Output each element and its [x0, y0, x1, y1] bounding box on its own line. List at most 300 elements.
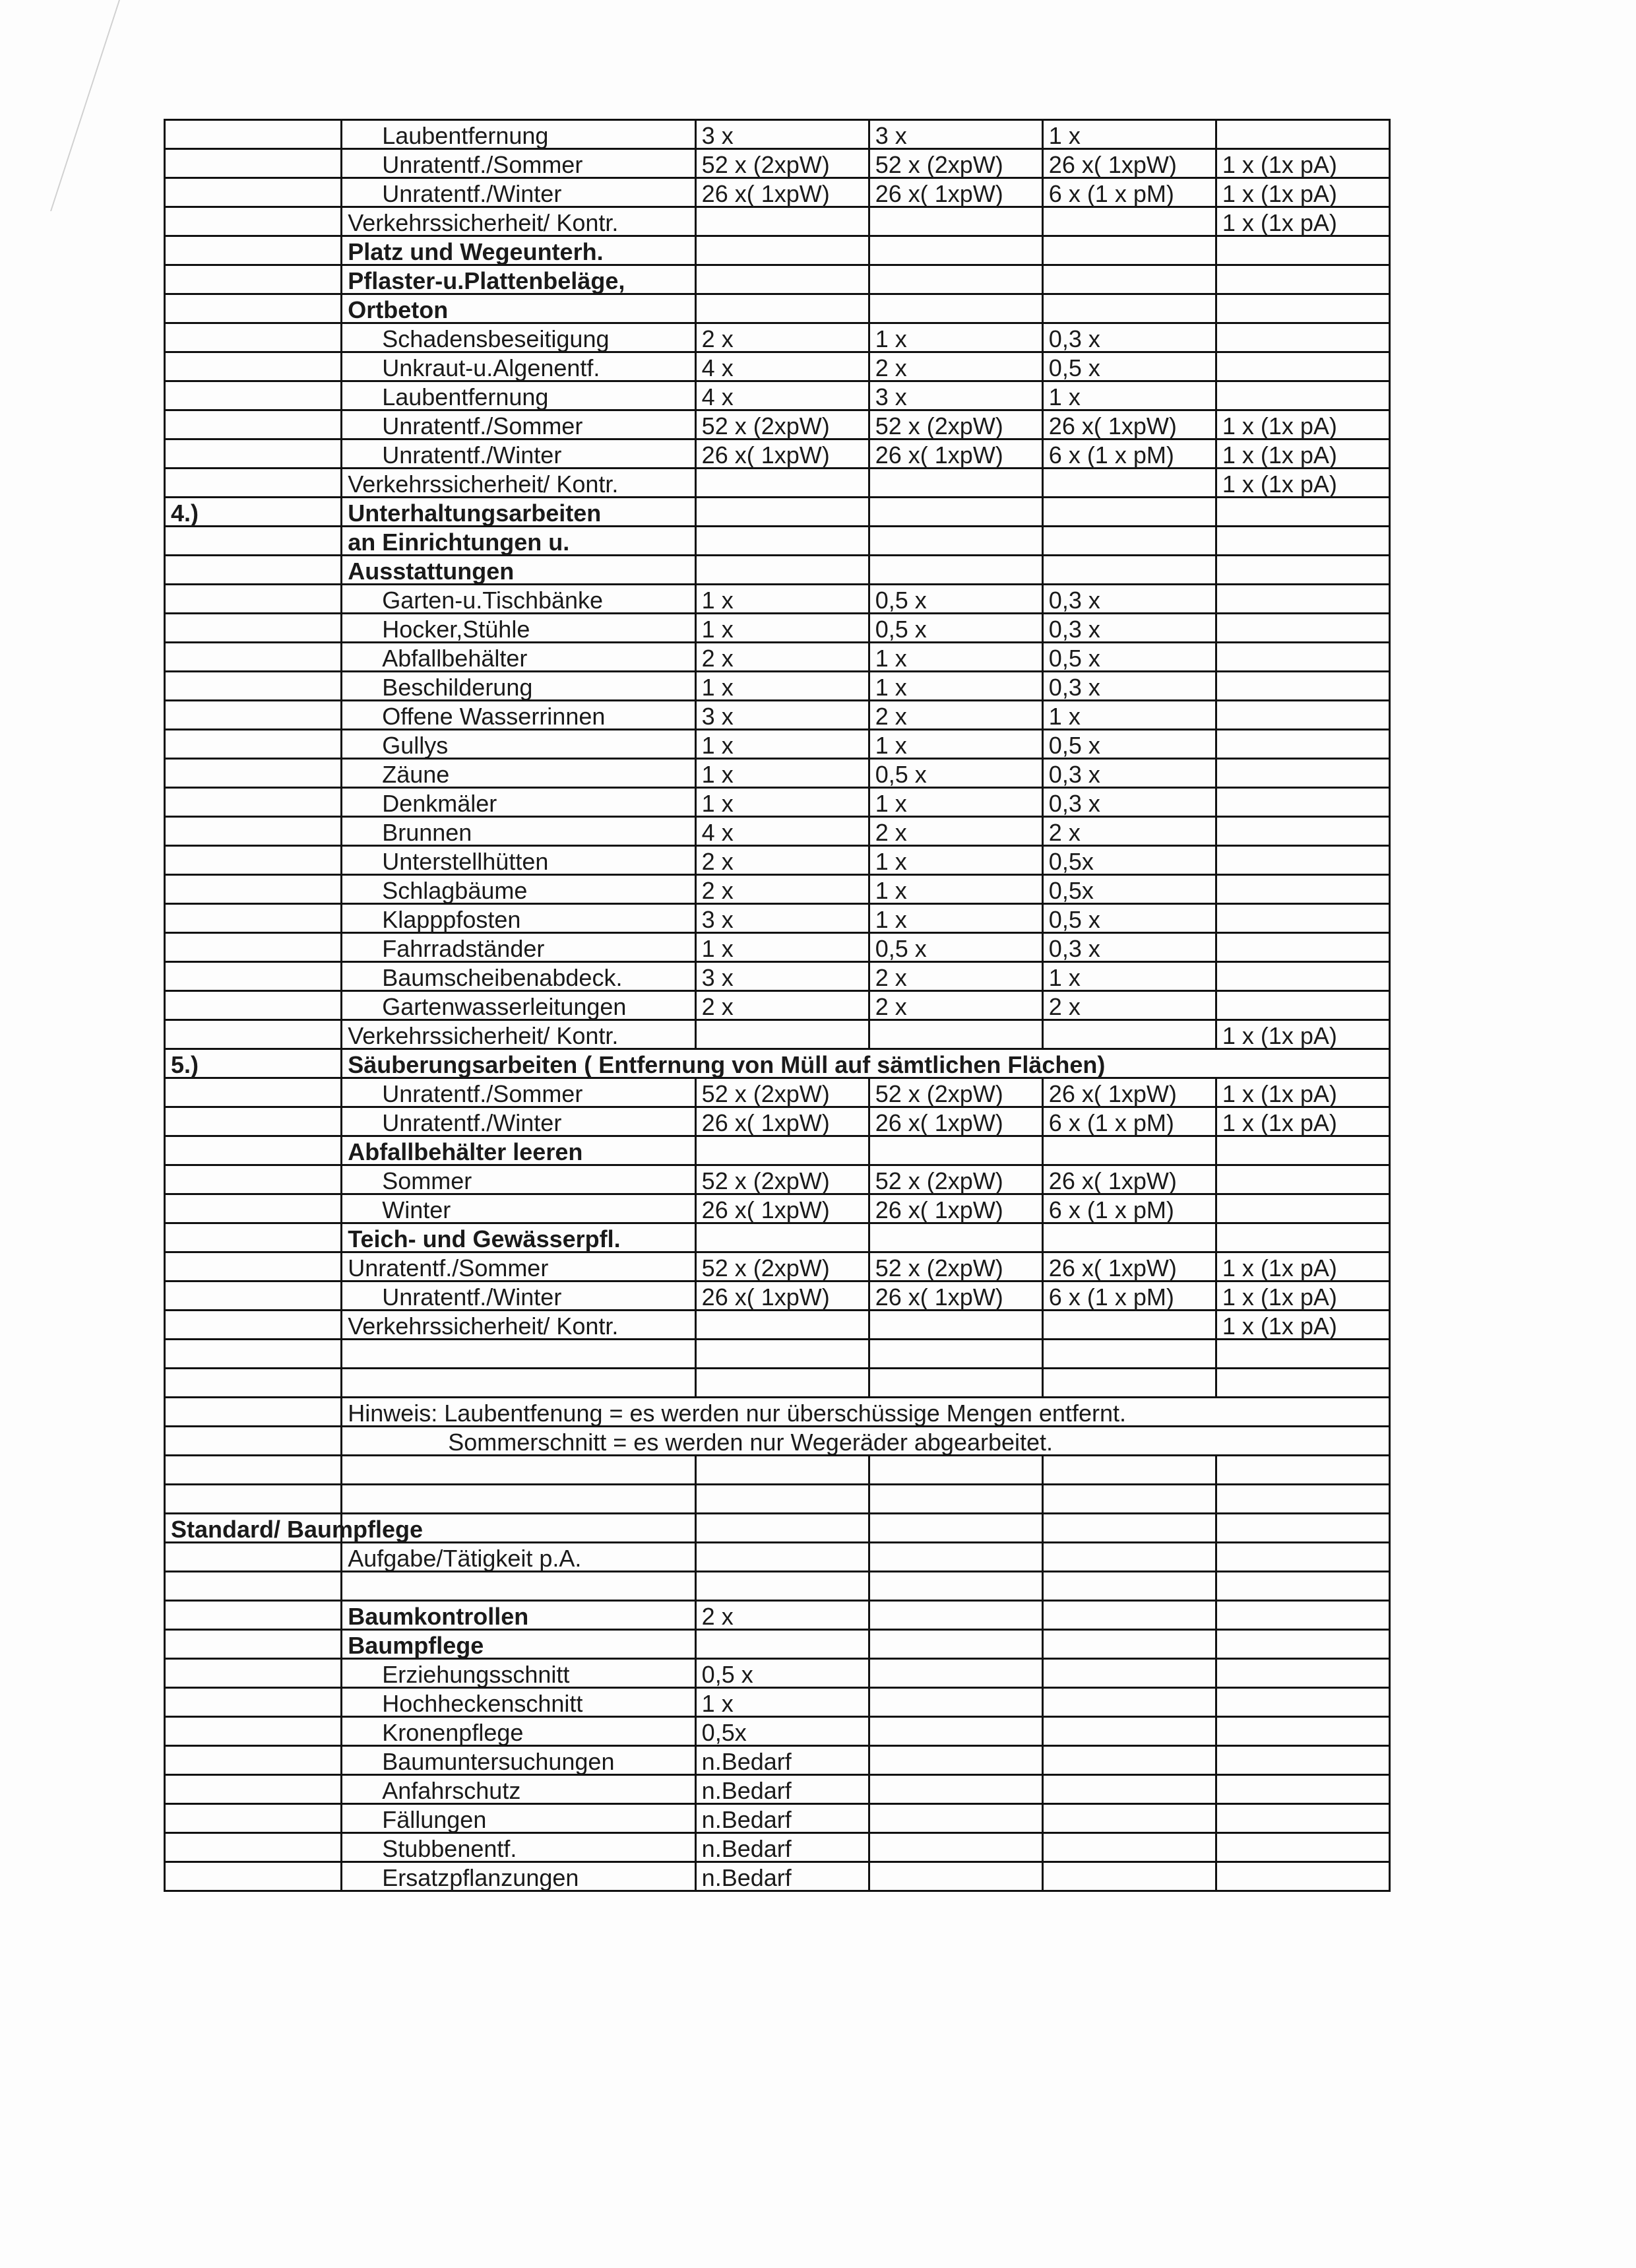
frequency-cell: 1 x (1x pA) [1216, 1281, 1389, 1311]
table-row [165, 1281, 1390, 1311]
frequency-cell: 1 x [695, 585, 869, 614]
frequency-cell: 52 x (2xpW) [869, 410, 1042, 439]
table-row [165, 701, 1390, 730]
frequency-cell: 1 x [869, 643, 1042, 672]
task-label-cell: Winter [342, 1194, 695, 1223]
frequency-cell: 26 x( 1xpW) [869, 1194, 1042, 1223]
frequency-cell: 3 x [869, 381, 1042, 410]
frequency-cell [1216, 1223, 1389, 1252]
task-label-cell: Unratentf./Sommer [342, 149, 695, 178]
frequency-cell: 26 x( 1xpW) [695, 1107, 869, 1136]
frequency-cell [869, 1020, 1042, 1049]
task-label-cell [342, 1369, 695, 1398]
task-label-cell: Unratentf./Sommer [342, 1078, 695, 1107]
row-number-cell [165, 1833, 342, 1862]
table-row [165, 207, 1390, 236]
frequency-cell [1216, 1862, 1389, 1891]
table-row [165, 323, 1390, 352]
row-number-cell [165, 149, 342, 178]
task-label-cell: an Einrichtungen u. [342, 527, 695, 556]
row-number-cell [165, 1659, 342, 1688]
frequency-cell: n.Bedarf [695, 1862, 869, 1891]
task-label-cell: Fahrradständer [342, 933, 695, 962]
task-label-cell: Baumscheibenabdeck. [342, 962, 695, 991]
frequency-cell: 0,5x [1042, 846, 1216, 875]
row-number-cell [165, 178, 342, 207]
table-row [165, 556, 1390, 585]
task-label-cell: Unratentf./Sommer [342, 410, 695, 439]
task-label-cell: Klapppfosten [342, 904, 695, 933]
frequency-cell [695, 236, 869, 265]
task-label-cell: Verkehrssicherheit/ Kontr. [342, 469, 695, 498]
frequency-cell [695, 1340, 869, 1369]
frequency-cell: 1 x (1x pA) [1216, 1020, 1389, 1049]
row-number-cell [165, 1804, 342, 1833]
frequency-cell [869, 294, 1042, 323]
table-row [165, 846, 1390, 875]
table-row [165, 759, 1390, 788]
table-row [165, 381, 1390, 410]
frequency-cell [1216, 1688, 1389, 1717]
row-number-cell [165, 265, 342, 294]
task-label-cell: Schlagbäume [342, 875, 695, 904]
frequency-cell [1042, 294, 1216, 323]
task-label-cell: Garten-u.Tischbänke [342, 585, 695, 614]
frequency-cell [1216, 120, 1389, 149]
table-row [165, 1369, 1390, 1398]
frequency-cell [1216, 323, 1389, 352]
row-number-cell [165, 672, 342, 701]
frequency-cell [1216, 933, 1389, 962]
frequency-cell: 1 x [695, 1688, 869, 1717]
table-row [165, 1717, 1390, 1746]
frequency-cell [1216, 1194, 1389, 1223]
task-label-cell: Baumpflege [342, 1630, 695, 1659]
frequency-cell: 6 x (1 x pM) [1042, 1107, 1216, 1136]
row-number-cell [165, 904, 342, 933]
task-label-cell [342, 1456, 695, 1485]
row-number-cell [165, 730, 342, 759]
frequency-cell [1216, 1136, 1389, 1165]
row-number-cell [165, 381, 342, 410]
frequency-cell: 1 x [869, 323, 1042, 352]
frequency-cell [1042, 1862, 1216, 1891]
task-label-cell: Verkehrssicherheit/ Kontr. [342, 207, 695, 236]
task-label-cell: Denkmäler [342, 788, 695, 817]
frequency-cell [1216, 1833, 1389, 1862]
frequency-cell [1042, 1717, 1216, 1746]
table-row [165, 1601, 1390, 1630]
frequency-cell [1042, 207, 1216, 236]
frequency-cell: 0,3 x [1042, 788, 1216, 817]
frequency-cell: 2 x [695, 991, 869, 1020]
frequency-cell [1216, 614, 1389, 643]
frequency-cell: 0,3 x [1042, 672, 1216, 701]
frequency-cell: 0,5 x [1042, 352, 1216, 381]
frequency-cell [1216, 1514, 1389, 1543]
frequency-cell [1042, 1601, 1216, 1630]
frequency-cell [1042, 469, 1216, 498]
frequency-cell: n.Bedarf [695, 1775, 869, 1804]
table-row [165, 178, 1390, 207]
row-number-cell [165, 991, 342, 1020]
table-row [165, 265, 1390, 294]
table-row [165, 1572, 1390, 1601]
frequency-cell [1216, 1630, 1389, 1659]
frequency-cell [1042, 1311, 1216, 1340]
frequency-cell [869, 498, 1042, 527]
frequency-cell: 1 x [1042, 381, 1216, 410]
row-number-cell [165, 352, 342, 381]
frequency-cell: 1 x [869, 788, 1042, 817]
frequency-cell [1042, 265, 1216, 294]
table-row [165, 585, 1390, 614]
frequency-cell [695, 1020, 869, 1049]
frequency-cell [1216, 585, 1389, 614]
task-label-cell: Ersatzpflanzungen [342, 1862, 695, 1891]
frequency-cell: 0,3 x [1042, 759, 1216, 788]
table-row [165, 672, 1390, 701]
frequency-cell [695, 1456, 869, 1485]
frequency-cell [1042, 1020, 1216, 1049]
frequency-cell [1216, 1340, 1389, 1369]
row-number-cell [165, 294, 342, 323]
table-row [165, 1775, 1390, 1804]
frequency-cell [1216, 1659, 1389, 1688]
task-label-cell: Schadensbeseitigung [342, 323, 695, 352]
row-number-cell [165, 1107, 342, 1136]
task-label-cell: Verkehrssicherheit/ Kontr. [342, 1311, 695, 1340]
frequency-cell [1216, 1717, 1389, 1746]
frequency-cell [1216, 498, 1389, 527]
frequency-cell: 2 x [869, 352, 1042, 381]
frequency-cell: 26 x( 1xpW) [695, 439, 869, 469]
frequency-cell [1216, 381, 1389, 410]
frequency-cell [1216, 904, 1389, 933]
frequency-cell [869, 1630, 1042, 1659]
frequency-cell: 2 x [695, 323, 869, 352]
frequency-cell [1216, 352, 1389, 381]
frequency-cell [869, 1136, 1042, 1165]
frequency-cell: 52 x (2xpW) [869, 1078, 1042, 1107]
table-row [165, 1107, 1390, 1136]
task-label-cell: Unterstellhütten [342, 846, 695, 875]
row-number-cell [165, 759, 342, 788]
row-number-cell [165, 556, 342, 585]
row-number-cell [165, 1485, 342, 1514]
row-number-cell [165, 817, 342, 846]
frequency-cell [1042, 1833, 1216, 1862]
frequency-cell [869, 1340, 1042, 1369]
row-number-cell [165, 1630, 342, 1659]
frequency-cell: 1 x [869, 672, 1042, 701]
frequency-cell [869, 1775, 1042, 1804]
table-row [165, 236, 1390, 265]
table-row [165, 1165, 1390, 1194]
table-row [165, 1078, 1390, 1107]
frequency-cell: 2 x [695, 643, 869, 672]
frequency-cell: 4 x [695, 352, 869, 381]
frequency-cell: 4 x [695, 381, 869, 410]
row-number-cell [165, 1456, 342, 1485]
row-number-cell [165, 1078, 342, 1107]
table-row [165, 120, 1390, 149]
document-sheet [164, 119, 1391, 1892]
task-label-cell: Brunnen [342, 817, 695, 846]
frequency-cell [1216, 1165, 1389, 1194]
frequency-cell: 52 x (2xpW) [695, 1165, 869, 1194]
frequency-cell: 4 x [695, 817, 869, 846]
frequency-cell [869, 1514, 1042, 1543]
frequency-cell: 52 x (2xpW) [869, 1252, 1042, 1281]
frequency-cell: 26 x( 1xpW) [1042, 1078, 1216, 1107]
task-label-cell: Ortbeton [342, 294, 695, 323]
task-label-cell: Verkehrssicherheit/ Kontr. [342, 1020, 695, 1049]
frequency-cell [1216, 846, 1389, 875]
task-label-cell: Unratentf./Winter [342, 178, 695, 207]
table-row [165, 1630, 1390, 1659]
row-number-cell [165, 1862, 342, 1891]
row-number-cell [165, 1398, 342, 1427]
frequency-cell [1042, 527, 1216, 556]
frequency-cell [695, 1369, 869, 1398]
frequency-cell [1216, 962, 1389, 991]
row-number-cell [165, 1601, 342, 1630]
task-label-cell: Pflaster-u.Plattenbeläge, [342, 265, 695, 294]
frequency-cell: 1 x [695, 730, 869, 759]
frequency-cell [695, 1630, 869, 1659]
frequency-cell [1042, 1630, 1216, 1659]
row-number-cell [165, 962, 342, 991]
row-number-cell [165, 1165, 342, 1194]
row-number-cell [165, 207, 342, 236]
frequency-cell [869, 1659, 1042, 1688]
table-row [165, 1456, 1390, 1485]
frequency-cell [1216, 643, 1389, 672]
frequency-cell [1216, 1572, 1389, 1601]
frequency-cell: 1 x (1x pA) [1216, 1252, 1389, 1281]
table-row [165, 991, 1390, 1020]
frequency-cell: 0,5 x [1042, 643, 1216, 672]
row-number-cell [165, 1311, 342, 1340]
frequency-cell [1042, 1340, 1216, 1369]
frequency-cell [695, 1543, 869, 1572]
frequency-cell: 26 x( 1xpW) [869, 178, 1042, 207]
task-label-cell: Unterhaltungsarbeiten [342, 498, 695, 527]
table-row [165, 149, 1390, 178]
frequency-cell [1042, 1746, 1216, 1775]
table-row [165, 1049, 1390, 1078]
frequency-cell: 2 x [695, 1601, 869, 1630]
row-number-cell [165, 1340, 342, 1369]
task-label-cell: Unkraut-u.Algenentf. [342, 352, 695, 381]
frequency-cell: 0,3 x [1042, 585, 1216, 614]
table-row [165, 1311, 1390, 1340]
frequency-cell [869, 1804, 1042, 1833]
frequency-cell: 3 x [695, 904, 869, 933]
frequency-cell: 26 x( 1xpW) [1042, 410, 1216, 439]
frequency-cell: 1 x (1x pA) [1216, 1107, 1389, 1136]
task-label-cell: Ausstattungen [342, 556, 695, 585]
table-row [165, 1659, 1390, 1688]
frequency-cell [695, 207, 869, 236]
row-number-cell [165, 1252, 342, 1281]
table-row [165, 1833, 1390, 1862]
frequency-cell: 3 x [869, 120, 1042, 149]
table-row [165, 1398, 1390, 1427]
frequency-cell [1216, 294, 1389, 323]
task-label-cell [342, 1485, 695, 1514]
frequency-cell [695, 294, 869, 323]
table-row [165, 817, 1390, 846]
task-label-cell: Baumuntersuchungen [342, 1746, 695, 1775]
frequency-cell: 0,3 x [1042, 614, 1216, 643]
frequency-cell: 2 x [695, 875, 869, 904]
task-label-cell: Platz und Wegeunterh. [342, 236, 695, 265]
frequency-cell [695, 1311, 869, 1340]
row-number-cell [165, 875, 342, 904]
frequency-cell [1042, 1775, 1216, 1804]
frequency-cell [869, 265, 1042, 294]
frequency-cell: 1 x [1042, 120, 1216, 149]
row-number-cell [165, 120, 342, 149]
frequency-cell [869, 1543, 1042, 1572]
table-row [165, 1804, 1390, 1833]
frequency-cell [869, 1833, 1042, 1862]
frequency-cell [1216, 1775, 1389, 1804]
frequency-cell [695, 1485, 869, 1514]
row-number-cell [165, 1223, 342, 1252]
table-row [165, 1020, 1390, 1049]
frequency-cell [1216, 556, 1389, 585]
frequency-cell [695, 265, 869, 294]
task-label-cell: Anfahrschutz [342, 1775, 695, 1804]
frequency-cell [869, 469, 1042, 498]
frequency-cell [1042, 236, 1216, 265]
row-number-cell [165, 846, 342, 875]
table-row [165, 410, 1390, 439]
row-number-cell [165, 1746, 342, 1775]
table-row [165, 294, 1390, 323]
frequency-cell [1042, 498, 1216, 527]
table-row [165, 614, 1390, 643]
frequency-cell: 2 x [869, 817, 1042, 846]
task-label-cell [342, 1340, 695, 1369]
task-label-cell: Gartenwasserleitungen [342, 991, 695, 1020]
frequency-cell: 52 x (2xpW) [695, 149, 869, 178]
task-label-cell: Laubentfernung [342, 120, 695, 149]
frequency-cell: 26 x( 1xpW) [1042, 1165, 1216, 1194]
frequency-cell [695, 556, 869, 585]
row-number-cell [165, 1369, 342, 1398]
frequency-cell [1216, 672, 1389, 701]
frequency-cell [1042, 1369, 1216, 1398]
frequency-cell: 0,3 x [1042, 323, 1216, 352]
row-number-cell: 4.) [165, 498, 342, 527]
note-cell: Hinweis: Laubentfenung = es werden nur überschüssige Mengen entfernt. [342, 1398, 1390, 1427]
frequency-cell [869, 556, 1042, 585]
table-row [165, 527, 1390, 556]
task-label-cell: Aufgabe/Tätigkeit p.A. [342, 1543, 695, 1572]
frequency-cell: 2 x [869, 991, 1042, 1020]
note-cell: Sommerschnitt = es werden nur Wegeräder abgearbeitet. [342, 1427, 1390, 1456]
frequency-cell [1042, 1223, 1216, 1252]
frequency-cell: 6 x (1 x pM) [1042, 178, 1216, 207]
frequency-cell [1216, 1369, 1389, 1398]
task-label-cell: Stubbenentf. [342, 1833, 695, 1862]
table-row [165, 1485, 1390, 1514]
task-label-cell: Kronenpflege [342, 1717, 695, 1746]
frequency-cell: 1 x (1x pA) [1216, 410, 1389, 439]
scan-edge-mark [0, 0, 120, 211]
row-number-cell [165, 323, 342, 352]
frequency-cell: 1 x (1x pA) [1216, 469, 1389, 498]
frequency-cell [1216, 817, 1389, 846]
frequency-cell: 1 x (1x pA) [1216, 149, 1389, 178]
task-label-cell: Gullys [342, 730, 695, 759]
row-number-cell [165, 701, 342, 730]
frequency-cell: 2 x [869, 962, 1042, 991]
frequency-cell: 52 x (2xpW) [869, 1165, 1042, 1194]
task-label-cell: Abfallbehälter leeren [342, 1136, 695, 1165]
frequency-cell [1216, 1543, 1389, 1572]
frequency-cell: 2 x [695, 846, 869, 875]
frequency-cell: 1 x [869, 875, 1042, 904]
frequency-cell [1216, 875, 1389, 904]
frequency-cell [1216, 1456, 1389, 1485]
frequency-cell: 1 x [869, 846, 1042, 875]
table-body [165, 120, 1390, 1891]
frequency-cell [869, 1369, 1042, 1398]
row-number-cell [165, 1775, 342, 1804]
frequency-cell: 0,5 x [869, 759, 1042, 788]
table-row [165, 498, 1390, 527]
frequency-cell: 6 x (1 x pM) [1042, 1194, 1216, 1223]
frequency-cell: 26 x( 1xpW) [869, 439, 1042, 469]
table-row [165, 1514, 1390, 1543]
row-number-cell [165, 1194, 342, 1223]
frequency-cell: 1 x (1x pA) [1216, 439, 1389, 469]
frequency-cell: 1 x (1x pA) [1216, 178, 1389, 207]
frequency-cell [869, 1572, 1042, 1601]
row-number-cell [165, 643, 342, 672]
frequency-cell: 1 x [1042, 962, 1216, 991]
table-row [165, 352, 1390, 381]
frequency-cell: 26 x( 1xpW) [1042, 1252, 1216, 1281]
row-number-cell [165, 1572, 342, 1601]
frequency-cell: 0,5 x [869, 614, 1042, 643]
table-row [165, 469, 1390, 498]
table-row [165, 439, 1390, 469]
frequency-cell: 0,5x [695, 1717, 869, 1746]
frequency-cell [1216, 991, 1389, 1020]
frequency-cell [1042, 1659, 1216, 1688]
frequency-cell [1042, 1543, 1216, 1572]
row-number-cell [165, 527, 342, 556]
frequency-cell [695, 498, 869, 527]
frequency-cell [1216, 236, 1389, 265]
row-number-cell [165, 585, 342, 614]
table-row [165, 1194, 1390, 1223]
frequency-cell [695, 1514, 869, 1543]
task-label-cell: Sommer [342, 1165, 695, 1194]
table-row [165, 933, 1390, 962]
frequency-cell: n.Bedarf [695, 1804, 869, 1833]
frequency-cell [869, 1456, 1042, 1485]
note-cell: Säuberungsarbeiten ( Entfernung von Müll auf sämtlichen Flächen) [342, 1049, 1390, 1078]
frequency-cell [695, 1223, 869, 1252]
task-label-cell: Abfallbehälter [342, 643, 695, 672]
